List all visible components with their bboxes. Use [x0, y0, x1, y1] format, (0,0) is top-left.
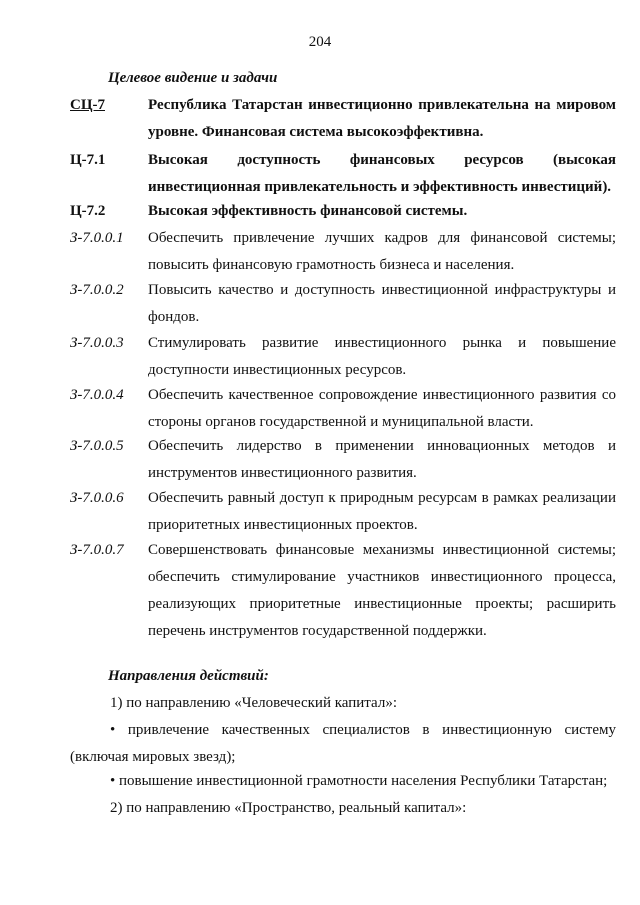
- action-item-1: 1) по направлению «Человеческий капитал»:: [110, 695, 397, 711]
- page-number: 204: [308, 34, 332, 50]
- task-row: [70, 433, 616, 487]
- action-bullet-1: • привлечение качественных специалистов в инвестиционную систему (включая мировых звезд);: [70, 722, 616, 765]
- goal-text: Республика Татарстан инвестиционно привлекательна на мировом уровне. Финансовая система высокоэффективна.: [148, 97, 616, 140]
- action-bullet-2: • повышение инвестиционной грамотности населения Республики Татарстан;: [110, 773, 608, 789]
- goal-code: Ц-7.1: [70, 152, 106, 168]
- task-code: З-7.0.0.1: [70, 230, 124, 246]
- goal-text: Высокая доступность финансовых ресурсов (высокая инвестиционная привлекательность и эффективность инвестиций).: [148, 152, 616, 195]
- goal-row: [70, 198, 616, 225]
- task-text: Обеспечить качественное сопровождение инвестиционного развития со стороны органов государственной и муниципальной власти.: [148, 387, 616, 430]
- task-row: [70, 537, 616, 645]
- goal-text: Высокая эффективность финансовой системы.: [148, 203, 468, 219]
- heading-vision: Целевое видение и задачи: [108, 70, 278, 86]
- task-text: Совершенствовать финансовые механизмы инвестиционной системы; обеспечить стимулирование участников инвестиционного процесса, реализующих приоритетные инвестиционные проекты; расширить перечень инструментов государственной поддержки.: [148, 542, 616, 639]
- task-text: Обеспечить равный доступ к природным ресурсам в рамках реализации приоритетных инвестиционных проектов.: [148, 490, 616, 533]
- goal-row: [70, 147, 616, 201]
- goal-code: СЦ-7: [70, 97, 105, 113]
- task-text: Стимулировать развитие инвестиционного рынка и повышение доступности инвестиционных ресурсов.: [148, 335, 616, 378]
- task-text: Повысить качество и доступность инвестиционной инфраструктуры и фондов.: [148, 282, 616, 325]
- task-code: З-7.0.0.5: [70, 438, 124, 454]
- task-code: З-7.0.0.6: [70, 490, 124, 506]
- heading-actions: Направления действий:: [108, 668, 269, 684]
- task-row: [70, 382, 616, 436]
- task-text: Обеспечить привлечение лучших кадров для финансовой системы; повысить финансовую грамотность бизнеса и населения.: [148, 230, 616, 273]
- task-row: [70, 277, 616, 331]
- task-code: З-7.0.0.3: [70, 335, 124, 351]
- task-code: З-7.0.0.4: [70, 387, 124, 403]
- task-row: [70, 225, 616, 279]
- task-row: [70, 330, 616, 384]
- task-row: [70, 485, 616, 539]
- task-code: З-7.0.0.2: [70, 282, 124, 298]
- goal-row: [70, 92, 616, 146]
- goal-code: Ц-7.2: [70, 203, 106, 219]
- task-code: З-7.0.0.7: [70, 542, 124, 558]
- action-item-2: 2) по направлению «Пространство, реальный капитал»:: [110, 800, 467, 816]
- task-text: Обеспечить лидерство в применении инновационных методов и инструментов инвестиционного развития.: [148, 438, 616, 481]
